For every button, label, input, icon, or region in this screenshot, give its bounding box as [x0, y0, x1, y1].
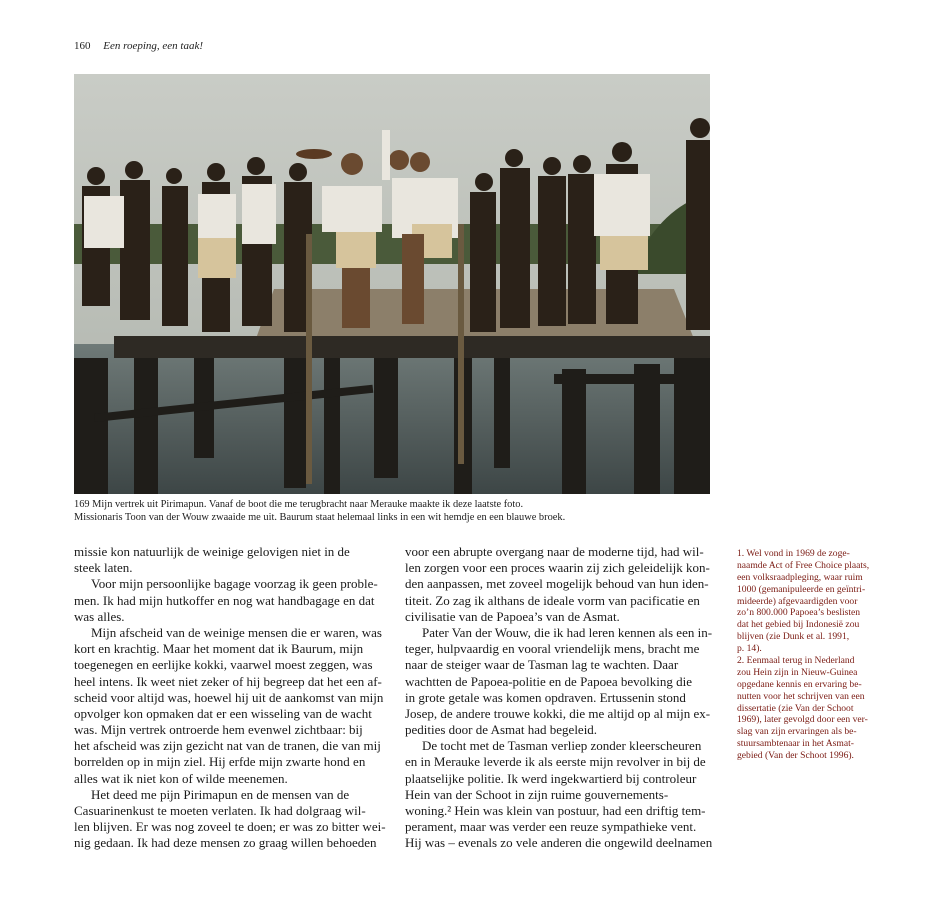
footnote-line: naamde Act of Free Choice plaats, [737, 559, 870, 571]
text-line: toegenegen en eerlijke kokki, vaarwel moest zeggen, was [74, 657, 373, 673]
text-line: Het deed me pijn Pirimapun en de mensen van de [91, 786, 350, 802]
footnote-line: 1969), later gevolgd door een ver- [737, 714, 868, 726]
footnote-line: slag van zijn ervaringen als be- [737, 726, 857, 738]
footnote-line: dat het gebied bij Indonesië zou [737, 619, 860, 631]
text-line: alles wat ik niet kon of wilde meenemen. [74, 770, 288, 786]
footnote-line: gebied (Van der Schoot 1996). [737, 750, 854, 762]
footnote-line: 1. Wel vond in 1969 de zoge- [737, 548, 850, 559]
text-line: borrelden op in mijn ziel. Hij erfde mijn zwarte hond en [74, 754, 366, 770]
text-line: en in Merauke leverde ik als eerste mijn revolver in bij de [405, 754, 706, 770]
footnote-line: stuursambtenaar in het Asmat- [737, 738, 854, 750]
text-line: titeit. Zo zag ik althans de ideale vorm van pacificatie en [405, 592, 700, 608]
text-line: Casuarinenkust te moeten verlaten. Ik had dolgraag wil- [74, 803, 366, 818]
text-line: het afscheid was zijn gezicht nat van de tranen, die van mij [74, 738, 381, 754]
footnote-line: een volksraadpleging, waar ruim [737, 571, 863, 583]
footnote-line: opgedane kennis en ervaring be- [737, 678, 862, 690]
text-line: den aanpassen, met zoveel mogelijk behoud van hun iden- [405, 576, 709, 592]
page-number: 160 [74, 40, 91, 52]
footnote-line: blijven (zie Dunk et al. 1991, [737, 631, 850, 643]
text-line: Josep, de andere trouwe kokki, die me altijd op al mijn ex- [405, 705, 711, 721]
text-line: teger, hulpvaardig en vooral vriendelijk mens, bracht me [405, 641, 700, 657]
footnote-line: zo’n 800.000 Papoea’s beslisten [737, 607, 861, 619]
text-line: Mijn afscheid van de weinige mensen die er waren, was [91, 624, 382, 640]
text-line: len blijven. Er was nog zoveel te doen; er was zo bitter wei- [74, 819, 386, 835]
text-line: woning.² Hein was klein van postuur, had een driftig tem- [405, 803, 706, 818]
text-line: len zorgen voor een proces waarin zij zich geleidelijk kon- [405, 560, 710, 576]
text-line: Hein van der Schoot in zijn ruime gouvernements- [405, 786, 669, 802]
text-line: Pater Van der Wouw, die ik had leren kennen als een in- [422, 624, 713, 640]
footnote-line: p. 14). [737, 643, 762, 655]
text-line: voor een abrupte overgang naar de moderne tijd, had wil- [405, 544, 704, 559]
text-line: civilisatie van de Papoea’s van de Asmat. [405, 608, 620, 624]
text-line: De tocht met de Tasman verliep zonder kleerscheuren [422, 738, 702, 754]
text-line: opvolger kon opmaken dat er een wisseling van de wacht [74, 705, 372, 721]
text-line: in grote getale was komen opdraven. Ertussenin stond [405, 689, 686, 705]
text-line: scheid voor altijd was, hoewel hij uit de aankomst van mijn [74, 689, 384, 705]
body-column-left [74, 544, 386, 852]
text-line: steek laten. [74, 560, 133, 576]
text-line: Voor mijn persoonlijke bagage voorzag ik geen proble- [91, 576, 378, 592]
text-line: wachtten de Papoea-politie en de Papoea bevolking die [405, 673, 692, 689]
text-line: men. Ik had mijn hutkoffer en nog wat handbagage en dat [74, 592, 375, 608]
chapter-title: Een roeping, een taak! [103, 40, 204, 52]
text-line: plaatselijke politie. Ik werd ingekwartierd bij controleur [405, 770, 697, 786]
running-head [74, 40, 203, 52]
footnote-line: zou Hein zijn in Nieuw-Guinea [737, 666, 858, 678]
footnote-line: dissertatie (zie Van der Schoot [737, 702, 854, 714]
text-line: nig gedaan. Ik had deze mensen zo graag willen behoeden [74, 835, 377, 851]
text-line: was alles. [74, 608, 125, 624]
text-line: missie kon natuurlijk de weinige gelovigen niet in de [74, 544, 350, 559]
footnote-line: 2. Eenmaal terug in Nederland [737, 655, 855, 667]
text-line: was. Mijn vertrek ontroerde hem evenwel zichtbaar: bij [74, 722, 363, 738]
text-line: perament, maar was verder een reuze sympathieke vent. [405, 819, 697, 835]
footnote-line: 1000 (gemanipuleerde en geïntri- [737, 583, 866, 595]
footnote-line: mideerde) afgevaardigden voor [737, 595, 858, 607]
text-line: naar de steiger waar de Tasman lag te wachten. Daar [405, 657, 679, 673]
photo-caption [74, 498, 714, 524]
footnote-line: nutten voor het schrijven van een [737, 690, 865, 702]
text-line: heel intens. Ik weet niet zeker of hij begreep dat het een af- [74, 673, 382, 689]
caption-line: Missionaris Toon van der Wouw zwaaide me uit. Baurum staat helemaal links in een wit hemdje en een blauwe broek. [74, 512, 566, 523]
text-line: kort en krachtig. Maar het moment dat ik Baurum, mijn [74, 641, 364, 657]
footnotes [737, 548, 887, 762]
photo-jetty-farewell [74, 74, 710, 494]
text-line: pedities door de Asmat had begeleid. [405, 722, 598, 738]
photo-illustration [74, 74, 710, 494]
body-column-right [405, 544, 711, 852]
text-line: Hij was – evenals zo vele anderen die ongewild deelnamen [405, 835, 713, 851]
caption-line: 169 Mijn vertrek uit Pirimapun. Vanaf de boot die me terugbracht naar Merauke maakte ik deze laatste foto. [74, 499, 524, 510]
